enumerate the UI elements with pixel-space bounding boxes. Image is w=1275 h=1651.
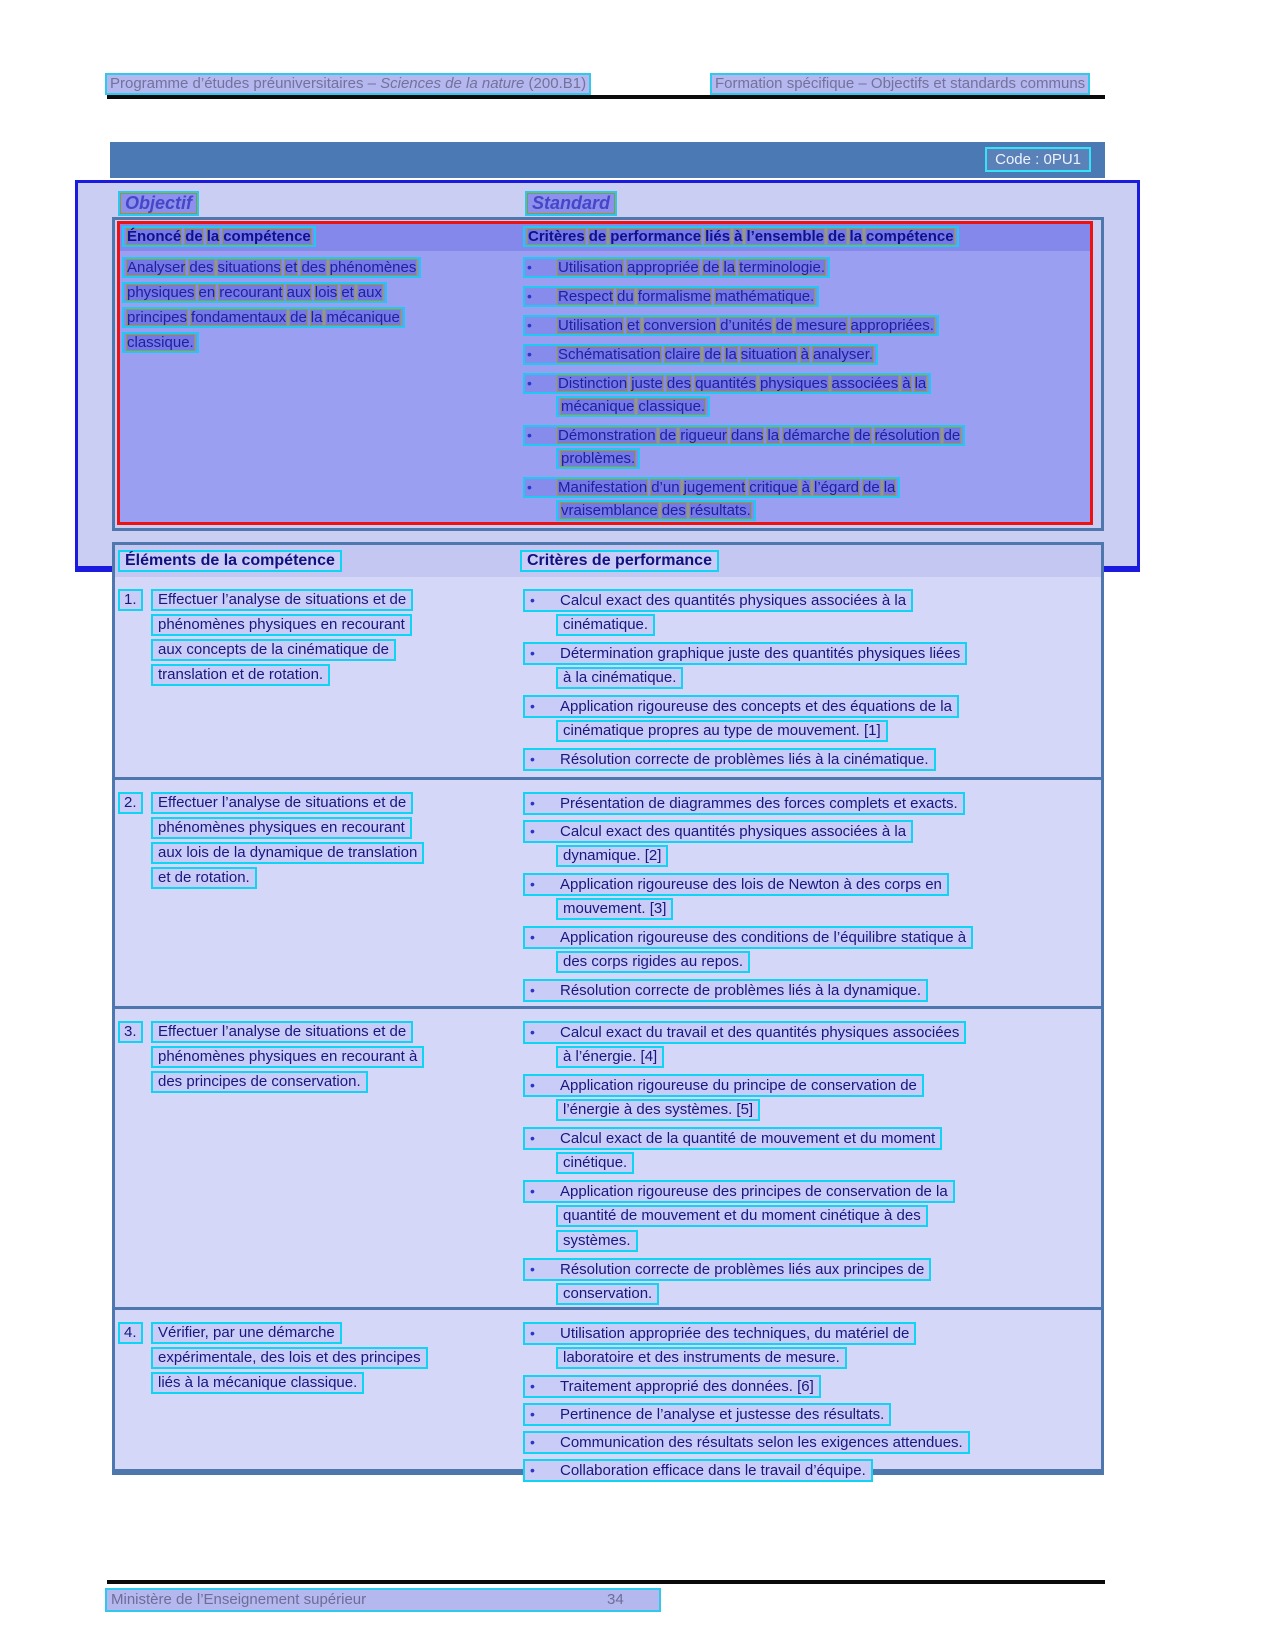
criterion-line: Application rigoureuse des concepts et des équations de la <box>560 698 952 715</box>
bullet-icon: • <box>530 1378 535 1394</box>
criterion-line: cinématique. <box>556 614 655 636</box>
bullet-icon: • <box>527 375 532 391</box>
criterion-line: Application rigoureuse des conditions de l’équilibre statique à <box>560 929 967 946</box>
criterion-line: Application rigoureuse du principe de conservation de <box>560 1077 917 1094</box>
criterion-line: Application rigoureuse des lois de Newton à des corps en <box>560 876 942 893</box>
row-criteria <box>523 1322 1098 1487</box>
bullet-icon: • <box>530 1024 535 1040</box>
objectif-label: Objectif <box>118 191 199 216</box>
row-criteria <box>523 792 1098 1007</box>
page-footer <box>105 1588 661 1612</box>
criterion-line: quantité de mouvement et du moment cinétique à des <box>556 1205 928 1227</box>
enonce-header-right: Critères de performance liés à l’ensemble de la compétence <box>523 226 959 247</box>
statement-line: classique. <box>122 332 199 353</box>
criterion <box>523 425 1091 471</box>
page-header-left-suffix: (200.B1) <box>524 75 587 92</box>
global-performance-criteria <box>523 257 1091 529</box>
bullet-icon: • <box>527 259 532 275</box>
element-line: phénomènes physiques en recourant <box>151 614 412 636</box>
criterion <box>523 1127 1098 1177</box>
element-row-2 <box>115 777 1101 1006</box>
element-text <box>118 589 516 689</box>
criterion-line: Pertinence de l’analyse et justesse des résultats. <box>560 1406 885 1423</box>
criterion <box>523 589 1098 639</box>
statement-line: Analyser des situations et des phénomènes <box>122 257 421 278</box>
criterion-line: Manifestation d’un jugement critique à l’égard de la <box>558 479 896 496</box>
statement-line: principes fondamentaux de la mécanique <box>122 307 405 328</box>
bullet-icon: • <box>527 346 532 362</box>
criterion-line: Collaboration efficace dans le travail d’équipe. <box>560 1462 866 1479</box>
element-row-4 <box>115 1307 1101 1481</box>
bullet-icon: • <box>530 1406 535 1422</box>
bullet-icon: • <box>530 1077 535 1093</box>
bullet-icon: • <box>530 982 535 998</box>
criterion-line: Résolution correcte de problèmes liés à la dynamique. <box>560 982 922 999</box>
criterion-line: cinématique propres au type de mouvement. [1] <box>556 720 888 742</box>
criterion-line: mouvement. [3] <box>556 898 673 920</box>
element-number: 1. <box>118 589 143 611</box>
bullet-icon: • <box>530 1261 535 1277</box>
criterion <box>523 1021 1098 1071</box>
element-line: expérimentale, des lois et des principes <box>151 1347 428 1369</box>
element-line: des principes de conservation. <box>151 1071 368 1093</box>
criterion-line: Respect du formalisme mathématique. <box>558 288 815 305</box>
bullet-icon: • <box>530 795 535 811</box>
element-text <box>118 1021 516 1096</box>
bullet-icon: • <box>530 929 535 945</box>
criterion <box>523 477 1091 523</box>
elements-header-right: Critères de performance <box>520 550 719 572</box>
criterion-line: Utilisation et conversion d’unités de mesure appropriées. <box>558 317 934 334</box>
header-rule <box>107 95 1105 99</box>
bullet-icon: • <box>530 1130 535 1146</box>
enonce-header-left: Énoncé de la compétence <box>122 226 316 247</box>
footer-rule <box>107 1580 1105 1584</box>
element-number: 2. <box>118 792 143 814</box>
element-line: Effectuer l’analyse de situations et de <box>151 792 413 814</box>
criterion <box>523 373 1091 419</box>
criterion-line: des corps rigides au repos. <box>556 951 750 973</box>
criterion-line: Utilisation appropriée des techniques, du matériel de <box>560 1325 910 1342</box>
element-line: liés à la mécanique classique. <box>151 1372 364 1394</box>
criterion-line: Résolution correcte de problèmes liés à la cinématique. <box>560 751 929 768</box>
element-number: 3. <box>118 1021 143 1043</box>
bullet-icon: • <box>530 1325 535 1341</box>
element-text <box>118 1322 516 1397</box>
enonce-header-band <box>120 224 1090 251</box>
criterion <box>523 1431 1098 1456</box>
criterion-line: Distinction juste des quantités physiques associées à la <box>558 375 927 392</box>
footer-text: Ministère de l’Enseignement supérieur <box>111 1591 367 1608</box>
criterion-line: Traitement approprié des données. [6] <box>560 1378 814 1395</box>
element-row-1 <box>115 577 1101 777</box>
criterion <box>523 315 1091 338</box>
criterion-line: Schématisation claire de la situation à analyser. <box>558 346 874 363</box>
criterion-line: cinétique. <box>556 1152 634 1174</box>
element-number: 4. <box>118 1322 143 1344</box>
bullet-icon: • <box>530 751 535 767</box>
criterion <box>523 257 1091 280</box>
criterion-line: dynamique. [2] <box>556 845 668 867</box>
criterion <box>523 926 1098 976</box>
bullet-icon: • <box>527 427 532 443</box>
criterion <box>523 1258 1098 1308</box>
criterion-line: mécanique classique. <box>556 396 710 417</box>
bullet-icon: • <box>530 645 535 661</box>
element-line: phénomènes physiques en recourant <box>151 817 412 839</box>
row-criteria <box>523 1021 1098 1311</box>
element-line: Effectuer l’analyse de situations et de <box>151 1021 413 1043</box>
statement-line: physiques en recourant aux lois et aux <box>122 282 387 303</box>
criterion-line: à la cinématique. <box>556 667 683 689</box>
code-badge: Code : 0PU1 <box>985 147 1091 172</box>
bullet-icon: • <box>530 698 535 714</box>
bullet-icon: • <box>527 317 532 333</box>
criterion <box>523 792 1098 817</box>
criterion-line: Calcul exact du travail et des quantités physiques associées <box>560 1024 960 1041</box>
bullet-icon: • <box>530 592 535 608</box>
criterion-line: Calcul exact des quantités physiques associées à la <box>560 823 907 840</box>
criterion-line: conservation. <box>556 1283 659 1305</box>
row-criteria <box>523 589 1098 776</box>
elements-header-band <box>115 545 1101 577</box>
element-text <box>118 792 516 892</box>
criterion-line: Calcul exact de la quantité de mouvement et du moment <box>560 1130 936 1147</box>
criterion-line: Résolution correcte de problèmes liés aux principes de <box>560 1261 925 1278</box>
elements-table <box>112 542 1104 1479</box>
criterion <box>523 344 1091 367</box>
bullet-icon: • <box>530 1434 535 1450</box>
criterion-line: problèmes. <box>556 448 640 469</box>
page-number: 34 <box>607 1591 624 1608</box>
element-line: phénomènes physiques en recourant à <box>151 1046 424 1068</box>
code-banner <box>110 142 1105 178</box>
criterion-line: vraisemblance des résultats. <box>556 500 756 521</box>
criterion <box>523 1322 1098 1372</box>
page-header-right: Formation spécifique – Objectifs et standards communs <box>710 73 1090 95</box>
criterion <box>523 695 1098 745</box>
criterion-line: Communication des résultats selon les exigences attendues. <box>560 1434 963 1451</box>
criterion <box>523 1403 1098 1428</box>
criterion <box>523 286 1091 309</box>
bullet-icon: • <box>530 823 535 839</box>
criterion <box>523 1074 1098 1124</box>
criterion <box>523 979 1098 1004</box>
criterion <box>523 748 1098 773</box>
criterion <box>523 873 1098 923</box>
criterion-line: Démonstration de rigueur dans la démarche de résolution de <box>558 427 961 444</box>
criterion-line: Calcul exact des quantités physiques associées à la <box>560 592 907 609</box>
bullet-icon: • <box>530 876 535 892</box>
criterion <box>523 1180 1098 1255</box>
criterion-line: systèmes. <box>556 1230 638 1252</box>
criterion-line: laboratoire et des instruments de mesure. <box>556 1347 847 1369</box>
bullet-icon: • <box>530 1462 535 1478</box>
criterion-line: à l’énergie. [4] <box>556 1046 664 1068</box>
criterion <box>523 820 1098 870</box>
element-line: Vérifier, par une démarche <box>151 1322 342 1344</box>
page-header-left <box>105 73 591 95</box>
element-line: translation et de rotation. <box>151 664 330 686</box>
criterion <box>523 1459 1098 1484</box>
element-row-3 <box>115 1006 1101 1307</box>
element-line: aux concepts de la cinématique de <box>151 639 396 661</box>
standard-label: Standard <box>525 191 617 216</box>
page-header-left-italic: Sciences de la nature <box>380 75 525 92</box>
page-header-left-prefix: Programme d’études préuniversitaires – <box>110 75 381 92</box>
criterion <box>523 1375 1098 1400</box>
bullet-icon: • <box>527 479 532 495</box>
element-line: Effectuer l’analyse de situations et de <box>151 589 413 611</box>
elements-header-left: Éléments de la compétence <box>118 550 342 572</box>
criterion-line: Application rigoureuse des principes de conservation de la <box>560 1183 948 1200</box>
bullet-icon: • <box>527 288 532 304</box>
element-line: aux lois de la dynamique de translation <box>151 842 424 864</box>
element-line: et de rotation. <box>151 867 257 889</box>
criterion-line: Présentation de diagrammes des forces complets et exacts. <box>560 795 958 812</box>
criterion <box>523 642 1098 692</box>
enonce-annotation-box <box>117 221 1093 525</box>
criterion-line: Utilisation appropriée de la terminologie. <box>558 259 826 276</box>
competency-statement <box>122 257 522 357</box>
bullet-icon: • <box>530 1183 535 1199</box>
criterion-line: Détermination graphique juste des quantités physiques liées <box>560 645 961 662</box>
criterion-line: l’énergie à des systèmes. [5] <box>556 1099 760 1121</box>
